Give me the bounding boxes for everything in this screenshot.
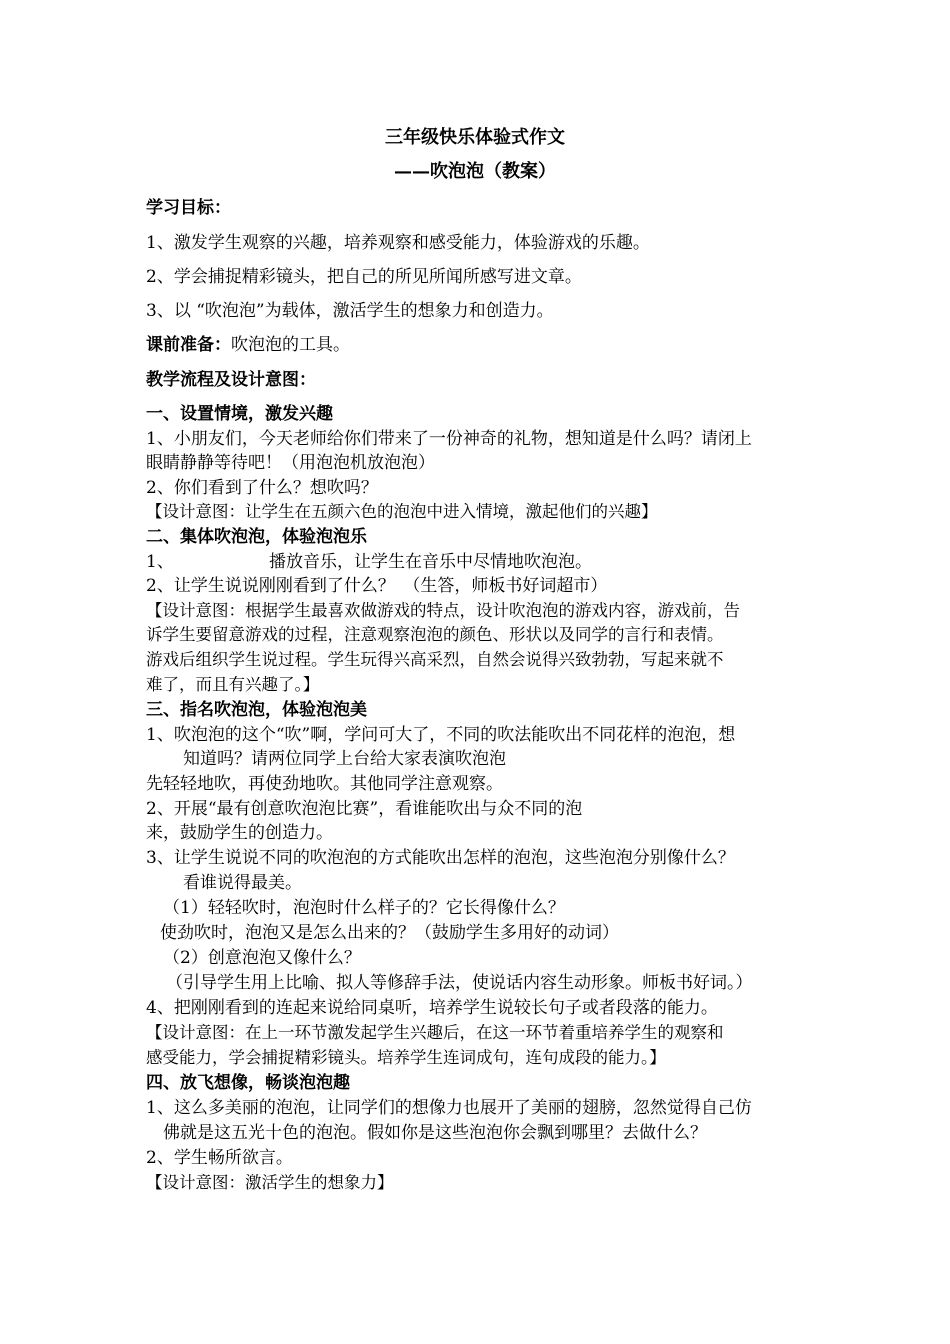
paragraph-line: （引导学生用上比喻、拟人等修辞手法，使说话内容生动形象。师板书好词。） [166, 973, 753, 993]
paragraph-line: 看谁说得最美。 [183, 873, 302, 893]
goal-item: 3、以 “吹泡泡”为载体，激活学生的想象力和创造力。 [146, 301, 554, 321]
paragraph-line: 1、小朋友们，今天老师给你们带来了一份神奇的礼物，想知道是什么吗？请闭上 [146, 429, 752, 449]
prep-label: 课前准备： [146, 335, 231, 355]
paragraph-line: （2）创意泡泡又像什么？ [163, 948, 361, 968]
design-note: 难了，而且有兴趣了。】 [146, 675, 320, 694]
goal-item: 2、学会捕捉精彩镜头，把自己的所见所闻所感写进文章。 [146, 267, 582, 287]
section-heading: 四、放飞想像，畅谈泡泡趣 [146, 1073, 350, 1093]
goal-item: 1、激发学生观察的兴趣，培养观察和感受能力，体验游戏的乐趣。 [146, 233, 650, 253]
design-note: 【设计意图：激活学生的想象力】 [146, 1173, 394, 1192]
section-heading: 一、设置情境，激发兴趣 [146, 404, 333, 424]
paragraph-line: 1、这么多美丽的泡泡，让同学们的想像力也展开了美丽的翅膀，忽然觉得自己仿 [146, 1098, 752, 1118]
flow-heading: 教学流程及设计意图： [146, 370, 316, 390]
paragraph-line: 佛就是这五光十色的泡泡。假如你是这些泡泡你会飘到哪里？去做什么？ [163, 1123, 707, 1143]
paragraph-line: 3、让学生说说不同的吹泡泡的方式能吹出怎样的泡泡，这些泡泡分别像什么？ [146, 848, 735, 868]
paragraph-line: 播放音乐，让学生在音乐中尽情地吹泡泡。 [269, 552, 592, 572]
document-subtitle: ——吹泡泡（教案） [394, 161, 556, 182]
prep-line [146, 333, 350, 357]
design-note: 感受能力，学会捕捉精彩镜头。培养学生连词成句，连句成段的能力。】 [146, 1048, 666, 1067]
paragraph-line: 1、吹泡泡的这个“吹”啊，学问可大了，不同的吹法能吹出不同花样的泡泡，想 [146, 725, 736, 745]
document-title: 三年级快乐体验式作文 [385, 127, 565, 148]
paragraph-line: 1、 [146, 552, 174, 572]
paragraph-line: 2、开展“最有创意吹泡泡比赛”，看谁能吹出与众不同的泡 [146, 799, 583, 819]
paragraph-line: 先轻轻地吹，再使劲地吹。其他同学注意观察。 [146, 774, 503, 794]
paragraph-line: 2、让学生说说刚刚看到了什么？ （生答，师板书好词超市） [146, 576, 608, 596]
paragraph-line: 2、学生畅所欲言。 [146, 1148, 293, 1168]
design-note: 游戏后组织学生说过程。学生玩得兴高采烈，自然会说得兴致勃勃，写起来就不 [146, 650, 724, 669]
paragraph-line: 眼睛静静等待吧！（用泡泡机放泡泡） [146, 453, 435, 473]
section-heading: 三、指名吹泡泡，体验泡泡美 [146, 700, 367, 720]
paragraph-line: 知道吗？请两位同学上台给大家表演吹泡泡 [183, 749, 506, 769]
prep-text: 吹泡泡的工具。 [231, 335, 350, 355]
paragraph-line: 4、把刚刚看到的连起来说给同桌听，培养学生说较长句子或者段落的能力。 [146, 998, 718, 1018]
paragraph-line: 2、你们看到了什么？想吹吗？ [146, 478, 378, 498]
section-heading: 二、集体吹泡泡，体验泡泡乐 [146, 527, 367, 547]
paragraph-line: （1）轻轻吹时，泡泡时什么样子的？它长得像什么？ [163, 898, 565, 918]
paragraph-line: 来，鼓励学生的创造力。 [146, 823, 333, 843]
design-note: 诉学生要留意游戏的过程，注意观察泡泡的颜色、形状以及同学的言行和表情。 [146, 625, 724, 644]
goals-heading: 学习目标： [146, 198, 231, 218]
design-note: 【设计意图：根据学生最喜欢做游戏的特点，设计吹泡泡的游戏内容，游戏前，告 [146, 601, 740, 620]
paragraph-line: 使劲吹时，泡泡又是怎么出来的？（鼓励学生多用好的动词） [160, 923, 619, 943]
design-note: 【设计意图：在上一环节激发起学生兴趣后，在这一环节着重培养学生的观察和 [146, 1023, 724, 1042]
design-note: 【设计意图：让学生在五颜六色的泡泡中进入情境，激起他们的兴趣】 [146, 502, 658, 521]
